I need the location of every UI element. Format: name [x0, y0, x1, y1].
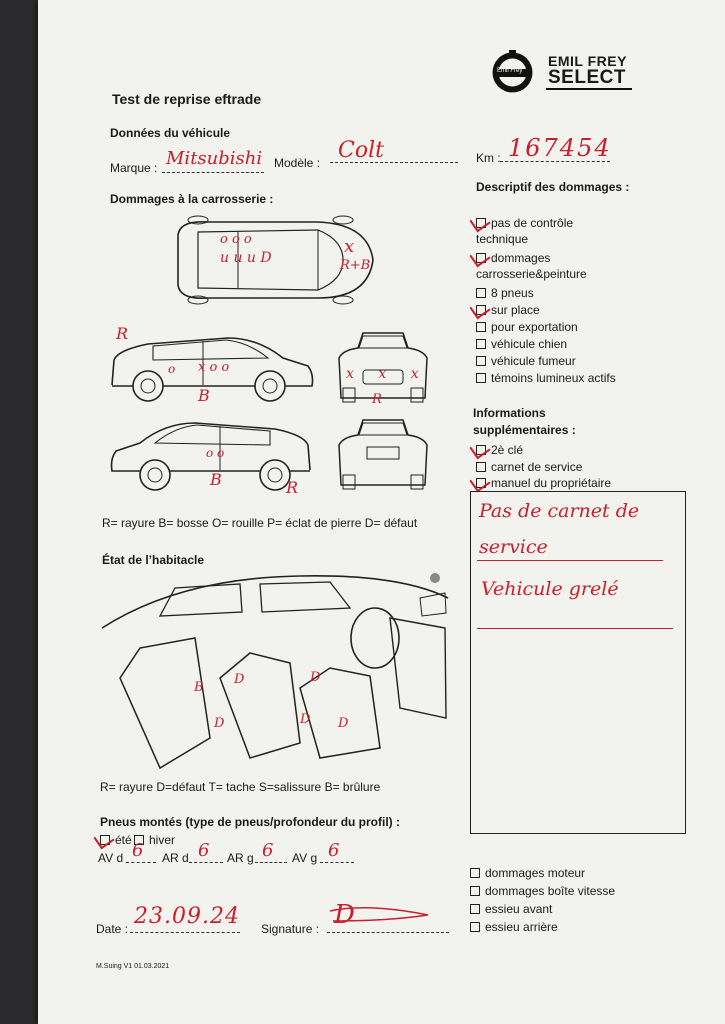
av-g-line	[320, 862, 354, 863]
damage_description-label: véhicule chien	[491, 337, 568, 351]
checkbox-icon[interactable]	[476, 305, 486, 315]
checkbox-icon[interactable]	[100, 835, 110, 845]
damage-mark: u u u D	[220, 250, 272, 266]
extra_info-label: carnet de service	[491, 460, 583, 474]
damage-mark: o	[168, 362, 176, 376]
damage_description-label: technique	[476, 232, 529, 246]
interior-mark: D	[214, 716, 225, 731]
extra_info-item[interactable]	[476, 460, 582, 474]
damage_description-label: pas de contrôle	[491, 216, 574, 230]
damage-mark: R+B	[340, 258, 371, 273]
damage_description-item[interactable]	[476, 303, 540, 317]
mechanical-label: essieu avant	[485, 902, 553, 916]
damage_description-label: pour exportation	[491, 320, 578, 334]
extra_info-label: 2è clé	[491, 443, 524, 457]
interior-section-label: État de l’habitacle	[102, 553, 205, 567]
mechanical-item[interactable]	[470, 920, 558, 934]
ar-g-value[interactable]: 6	[262, 840, 274, 861]
interior-mark: D	[300, 712, 311, 727]
damage-mark: R	[372, 392, 382, 407]
emil-frey-logo	[490, 50, 535, 95]
checkbox-icon[interactable]	[476, 356, 486, 366]
interior-mark: D	[234, 672, 245, 687]
damage_description-item[interactable]	[476, 320, 578, 334]
interior-mark: D	[338, 716, 349, 731]
extra-info-label-line2: supplémentaires :	[473, 423, 576, 437]
interior-mark: B	[194, 680, 204, 695]
checkbox-icon[interactable]	[476, 253, 486, 263]
extra-info-label-line1: Informations	[473, 406, 546, 420]
note-line: Vehicule grelé	[481, 578, 619, 600]
brand-underline	[546, 88, 632, 90]
damage_description-label: carrosserie&peinture	[476, 267, 587, 281]
note-line: Pas de carnet de	[479, 500, 640, 522]
km-value[interactable]: 167454	[508, 134, 612, 162]
damage-mark: x	[344, 236, 355, 257]
damage-mark: B	[210, 470, 222, 489]
signature-value[interactable]: D	[334, 900, 355, 930]
mechanical-item[interactable]	[470, 884, 615, 898]
av-d-label: AV d	[98, 851, 124, 865]
damage-mark: R	[116, 324, 129, 343]
damage-mark: B	[198, 386, 210, 405]
checkbox-icon[interactable]	[470, 904, 480, 914]
logo-text: Emil Frey	[497, 68, 523, 74]
notes-box[interactable]	[470, 491, 686, 834]
damage_description-label: sur place	[491, 303, 540, 317]
car-interior-diagram	[100, 568, 450, 773]
ar-d-label: AR d	[162, 851, 189, 865]
av-d-line	[126, 862, 156, 863]
ar-g-label: AR g	[227, 851, 254, 865]
body-damage-section-label: Dommages à la carrosserie :	[110, 192, 274, 206]
av-d-value[interactable]: 6	[132, 840, 144, 861]
damage_description-item[interactable]	[476, 371, 616, 385]
damage_description-label: dommages	[491, 251, 551, 265]
checkbox-icon[interactable]	[476, 462, 486, 472]
km-label: Km :	[476, 151, 501, 165]
checkbox-icon[interactable]	[470, 922, 480, 932]
date-value[interactable]: 23.09.24	[134, 904, 240, 929]
damage-mark: o o o	[220, 232, 252, 247]
winter-label: hiver	[149, 833, 176, 847]
checkbox-icon[interactable]	[476, 288, 486, 298]
checkbox-icon[interactable]	[476, 218, 486, 228]
checkbox-icon[interactable]	[476, 322, 486, 332]
note-line: service	[479, 536, 548, 558]
av-g-label: AV g	[292, 851, 318, 865]
signature-stroke	[328, 905, 438, 925]
vehicle-section-label: Données du véhicule	[110, 126, 231, 140]
make-value[interactable]: Mitsubishi	[166, 148, 263, 169]
model-label: Modèle :	[274, 156, 321, 170]
date-label: Date :	[96, 922, 129, 936]
checkbox-icon[interactable]	[476, 445, 486, 455]
interior-legend: R= rayure D=défaut T= tache S=salissure B= brûlure	[100, 780, 381, 794]
damage_description-item[interactable]	[476, 337, 567, 351]
brand-line-2: SELECT	[548, 67, 626, 88]
checkbox-icon[interactable]	[470, 868, 480, 878]
damage_description-label: 8 pneus	[491, 286, 534, 300]
form-title: Test de reprise eftrade	[112, 91, 262, 107]
damage-mark: x x x	[346, 366, 429, 382]
inspection-form	[38, 0, 725, 1024]
ar-d-line	[189, 862, 223, 863]
checkbox-icon[interactable]	[476, 478, 486, 488]
damage_description-label: véhicule fumeur	[491, 354, 576, 368]
note-underline	[477, 560, 663, 561]
date-line	[130, 932, 240, 933]
interior-mark: D	[310, 670, 321, 685]
note-underline	[477, 628, 673, 629]
signature-line	[327, 932, 449, 933]
mechanical-label: dommages boîte vitesse	[485, 884, 616, 898]
ar-d-value[interactable]: 6	[198, 840, 210, 861]
damage-mark: o o	[206, 446, 225, 460]
tires-section-label: Pneus montés (type de pneus/profondeur du profil) :	[100, 815, 401, 829]
car-rear-view-diagram	[333, 415, 433, 495]
mechanical-label: dommages moteur	[485, 866, 586, 880]
checkbox-icon[interactable]	[470, 886, 480, 896]
damage_description-item[interactable]	[476, 286, 534, 300]
damage_description-label: témoins lumineux actifs	[491, 371, 616, 385]
make-field-line	[162, 172, 264, 173]
model-value[interactable]: Colt	[338, 138, 384, 163]
damage-description-label: Descriptif des dommages :	[476, 180, 630, 194]
body-damage-legend: R= rayure B= bosse O= rouille P= éclat de pierre D= défaut	[102, 516, 418, 530]
extra_info-item[interactable]	[476, 476, 611, 490]
mechanical-item[interactable]	[470, 902, 552, 916]
checkbox-icon[interactable]	[476, 373, 486, 383]
damage-mark: x o o	[198, 360, 230, 375]
ar-g-line	[255, 862, 287, 863]
av-g-value[interactable]: 6	[328, 840, 340, 861]
extra_info-label: manuel du propriétaire	[491, 476, 612, 490]
summer-label: été	[115, 833, 132, 847]
make-label: Marque :	[110, 161, 158, 175]
checkbox-icon[interactable]	[476, 339, 486, 349]
extra_info-item[interactable]	[476, 443, 523, 457]
damage-mark: R	[286, 478, 299, 497]
signature-label: Signature :	[261, 922, 320, 936]
damage_description-item[interactable]	[476, 354, 576, 368]
damage_description-item[interactable]	[476, 216, 573, 246]
mechanical-label: essieu arrière	[485, 920, 558, 934]
mechanical-item[interactable]	[470, 866, 585, 880]
summer-tires-checkbox[interactable]	[100, 833, 132, 847]
damage_description-item[interactable]	[476, 251, 587, 281]
brand-line-1: EMIL FREY	[548, 53, 627, 69]
form-version: M.Suing V1 01.03.2021	[96, 963, 170, 970]
